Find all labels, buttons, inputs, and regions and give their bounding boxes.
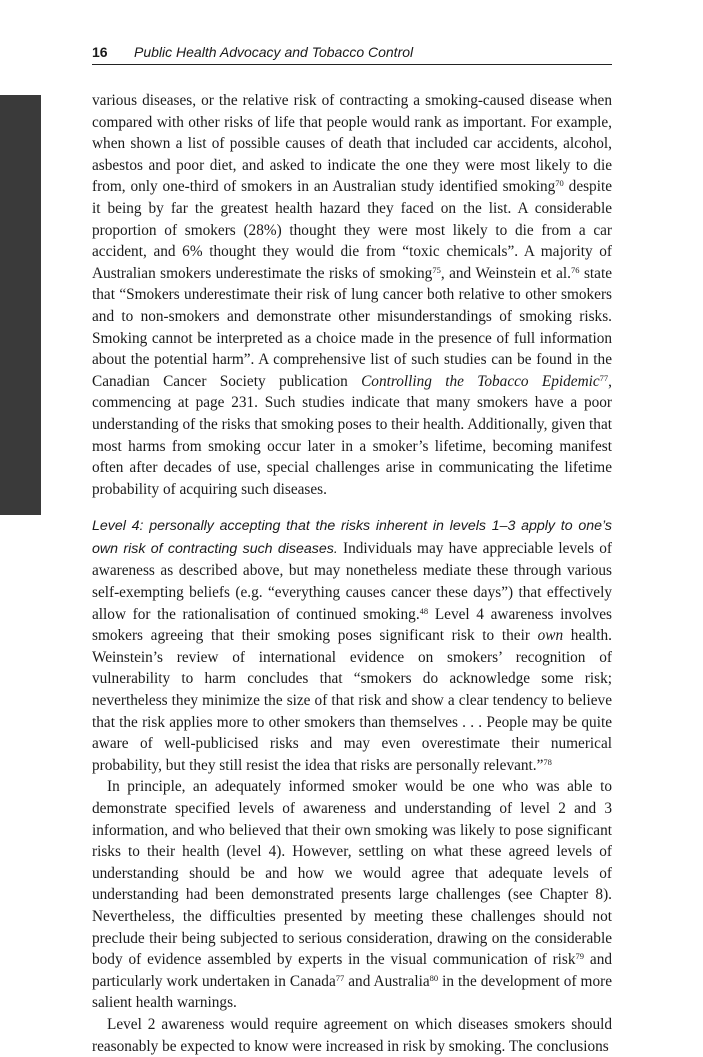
reference-marker: 80 [429, 972, 439, 983]
text-span: state that “Smokers underestimate their risk of lung cancer both relative to other smokers and to non-smokers and demonstrate other misunderstandings of smoking risks. Smoking cannot be interpreted as a choice made in the presence of full information about the potential harm”. A comprehensive list of such studies can be found in the Canadian Cancer Society publication [92, 264, 612, 390]
text-span: Individuals may have appreciable levels of awareness as described above, but may nonetheless mediate these through various self-exempting beliefs (e.g. “everything causes cancer these days”) that effectively allow for the rationalisation of continued smoking. [92, 539, 612, 623]
text-span: , and Weinstein et al. [440, 264, 571, 282]
reference-marker: 48 [419, 605, 429, 616]
book-title: Controlling the Tobacco Epidemic [361, 372, 600, 390]
text-span: Level 4 awareness involves smokers agreeing that their smoking poses significant risk to their [92, 605, 612, 645]
text-span: and particularly work undertaken in Canada [92, 951, 612, 990]
paragraph-1 [92, 90, 612, 500]
text-span: In principle, an adequately informed smoker would be one who was able to demonstrate specified levels of awareness and understanding of level 2 and 3 information, and who believed that their own smoking was likely to pose significant risks to their health (level 4). However, settling on what these agreed levels of understanding should be and how we would agree that adequate levels of understanding had been demonstrated presents large challenges (see Chapter 8). Nevertheless, the difficulties presented by meeting these challenges should not preclude their being subjected to serious consideration, drawing on the considerable body of evidence assembled by experts in the visual communication of risk [92, 778, 612, 969]
reference-marker: 75 [432, 264, 441, 275]
reference-marker: 79 [575, 951, 585, 962]
level-4-heading: Level 4: personally accepting that the risks inherent in levels 1–3 apply to one’s own risk of contracting such diseases. [92, 518, 612, 557]
reference-marker: 76 [571, 264, 580, 275]
running-header [92, 42, 612, 65]
page-number: 16 [92, 44, 108, 60]
reference-marker: 77 [335, 972, 345, 983]
emphasis-own: own [537, 627, 564, 645]
paragraph-3 [92, 776, 612, 1014]
reference-marker: 70 [555, 178, 564, 189]
reference-marker: 78 [543, 756, 552, 767]
text-span: , commencing at page 231. Such studies indicate that many smokers have a poor understanding of the risks that smoking poses to their health. Additionally, given that most harms from smoking occur later in a smoker’s lifetime, becoming manifest often after decades of use, special challenges arise in communicating the lifetime probability of acquiring such diseases. [92, 372, 612, 498]
body-text [92, 90, 612, 1057]
text-span: health. Weinstein’s review of international evidence on smokers’ recognition of vulnerability to harm concludes that “smokers do acknowledge some risk; nevertheless they minimize the size of that risk and show a clear tendency to believe that the risk applies more to other smokers than themselves . . . People may be quite aware of well-publicised risks and may even overestimate their numerical probability, but they still resist the idea that risks are personally relevant.” [92, 627, 612, 774]
chapter-thumb-tab [0, 95, 41, 515]
reference-marker: 77 [599, 372, 609, 383]
text-span: in the development of more salient health warnings. [92, 972, 612, 1012]
text-span: and Australia [344, 972, 430, 990]
running-title: Public Health Advocacy and Tobacco Control [134, 44, 414, 60]
paragraph-4 [92, 1014, 612, 1057]
text-span: despite it being by far the greatest health hazard they faced on the list. A considerable proportion of smokers (28%) thought they were most likely to die from a car accident, and 6% thought they would die from “toxic chemicals”. A majority of Australian smokers underestimate the risks of smoking [92, 178, 612, 282]
paragraph-gap [92, 500, 612, 515]
paragraph-2 [92, 515, 612, 776]
text-span: Level 2 awareness would require agreement on which diseases smokers should reasonably be expected to know were increased in risk by smoking. The conclusions [92, 1015, 612, 1055]
text-span: various diseases, or the relative risk of contracting a smoking-caused disease when compared with other risks of life that people would rank as important. For example, when shown a list of possible causes of death that included car accidents, alcohol, asbestos and poor diet, and asked to indicate the one they were most likely to die from, only one-third of smokers in an Australian study identified smoking [92, 92, 612, 196]
